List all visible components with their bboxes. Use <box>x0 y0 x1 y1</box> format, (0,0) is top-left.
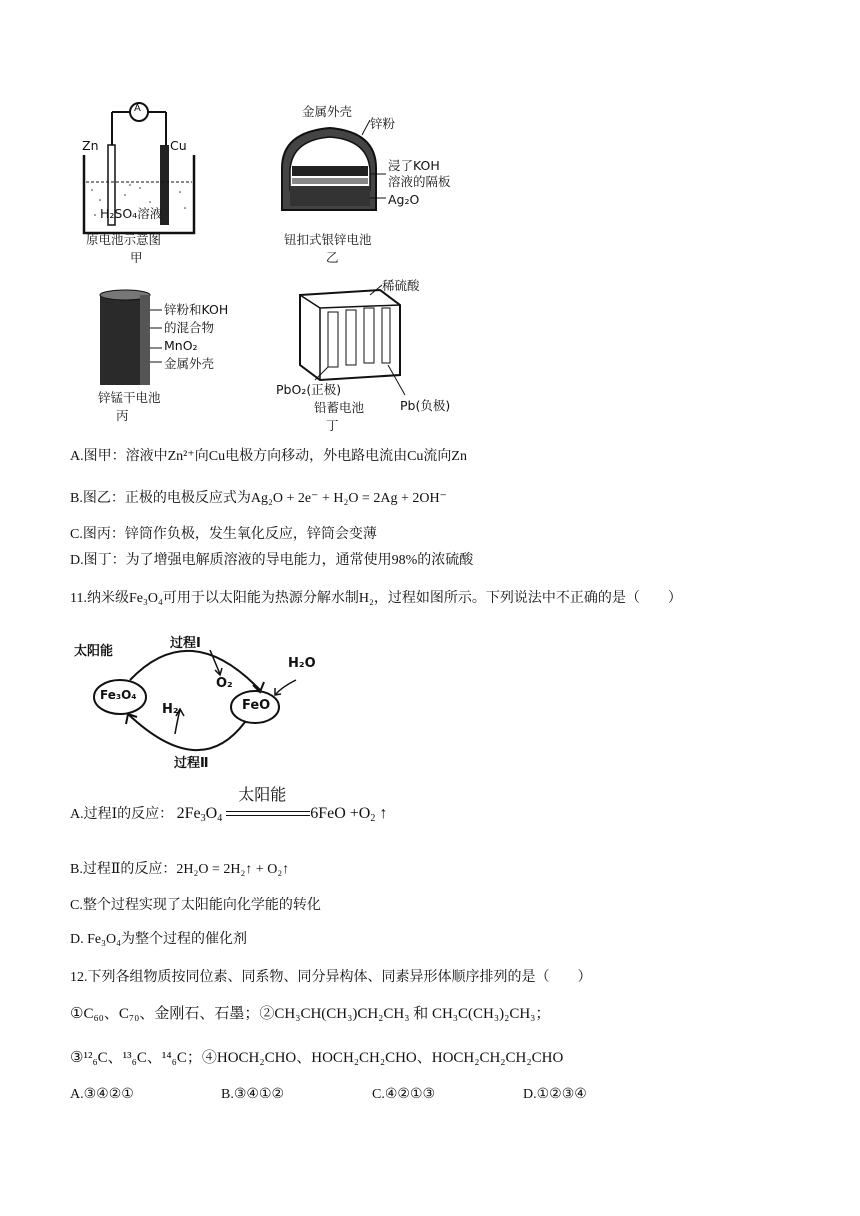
yi-caption: 钮扣式银锌电池 <box>284 232 372 247</box>
solution-label: H₂SO₄溶液 <box>100 206 163 221</box>
o2-label: O₂ <box>216 676 233 691</box>
bing-label-1: 锌粉和KOH <box>164 302 229 317</box>
jia-tag: 甲 <box>130 250 143 265</box>
process1-label: 过程Ⅰ <box>170 636 201 651</box>
ag2o-label: Ag₂O <box>388 192 420 207</box>
figure-bing <box>100 290 162 385</box>
q11-option-d: D. Fe₃O₄为整个过程的催化剂 <box>70 932 247 947</box>
figure-yi <box>282 120 386 210</box>
h2-label: H₂ <box>162 702 179 717</box>
bing-label-2: 的混合物 <box>164 320 215 335</box>
feo-node: FeO <box>242 698 271 713</box>
bing-tag: 丙 <box>116 408 129 423</box>
solar-condition: 太阳能 <box>238 785 287 805</box>
q10-option-a: A.图甲：溶液中Zn²⁺向Cu电极方向移动，外电路电流由Cu流向Zn <box>70 449 467 464</box>
ammeter-label: A <box>134 103 141 114</box>
q11-option-a <box>70 785 388 829</box>
q11-option-a-equation: $2Fe_3O_4$ 太阳能 $6FeO +O_2$ ↑ <box>176 785 388 824</box>
q10-option-c: C.图丙：锌筒作负极，发生氧化反应，锌筒会变薄 <box>70 527 377 542</box>
q11-option-c: C.整个过程实现了太阳能向化学能的转化 <box>70 898 321 913</box>
solar-label: 太阳能 <box>74 644 114 659</box>
q11-stem: 11.纳米级Fe₃O₄可用于以太阳能为热源分解水制H₂，过程如图所示。下列说法中不正确的是（ ） <box>70 591 682 606</box>
bing-shell-label: 金属外壳 <box>164 356 215 371</box>
dilute-acid-label: 稀硫酸 <box>382 278 420 293</box>
fe3o4-node: Fe₃O₄ <box>100 688 137 702</box>
q12-option-b: B.③④①② <box>221 1087 285 1102</box>
q10-option-b: B.图乙：正极的电极反应式为Ag₂O + 2e⁻ + H₂O = 2Ag + 2OH⁻ <box>70 491 447 506</box>
q12-option-c: C.④②①③ <box>372 1087 436 1102</box>
bing-caption: 锌锰干电池 <box>98 390 161 405</box>
q11-option-b: B.过程Ⅱ的反应：2H₂O = 2H₂↑ + O₂↑ <box>70 862 290 877</box>
metal-shell-label: 金属外壳 <box>302 104 353 119</box>
figure-ding <box>300 285 405 395</box>
yi-tag: 乙 <box>326 250 339 265</box>
ding-tag: 丁 <box>326 418 339 433</box>
q10-option-d: D.图丁：为了增强电解质溶液的导电能力，通常使用98%的浓硫酸 <box>70 553 474 568</box>
pbo2-label: PbO₂(正极) <box>276 382 342 397</box>
q11-option-a-prefix: A.过程Ⅰ的反应： <box>70 807 174 822</box>
q12-option-a: A.③④②① <box>70 1087 134 1102</box>
q12-stem: 12.下列各组物质按同位素、同系物、同分异构体、同素异形体顺序排列的是（ ） <box>70 970 592 985</box>
h2o-label: H₂O <box>288 656 316 671</box>
ding-caption: 铅蓄电池 <box>314 400 365 415</box>
pb-label: Pb(负极) <box>400 398 451 413</box>
process2-label: 过程Ⅱ <box>174 756 209 771</box>
separator-label-1: 浸了KOH <box>388 158 440 173</box>
q12-option-d: D.①②③④ <box>523 1087 587 1102</box>
zinc-powder-label: 锌粉 <box>370 116 396 131</box>
q12-line1: ①C₆₀、C₇₀、金刚石、石墨；②CH₃CH(CH₃)CH₂CH₃ 和 CH₃C(CH₃)₂CH₃； <box>70 1006 551 1022</box>
mno2-label: MnO₂ <box>164 338 198 353</box>
separator-label-2: 溶液的隔板 <box>388 174 451 189</box>
zn-electrode-label: Zn <box>82 138 99 153</box>
q12-line2: ③¹²₆C、¹³₆C、¹⁴₆C；④HOCH₂CHO、HOCH₂CH₂CHO、HOCH₂CH₂CH₂CHO <box>70 1050 564 1066</box>
cu-electrode-label: Cu <box>170 138 187 153</box>
jia-caption: 原电池示意图 <box>86 232 162 247</box>
battery-figure <box>70 90 490 433</box>
fe3o4-cycle-figure <box>70 622 340 772</box>
